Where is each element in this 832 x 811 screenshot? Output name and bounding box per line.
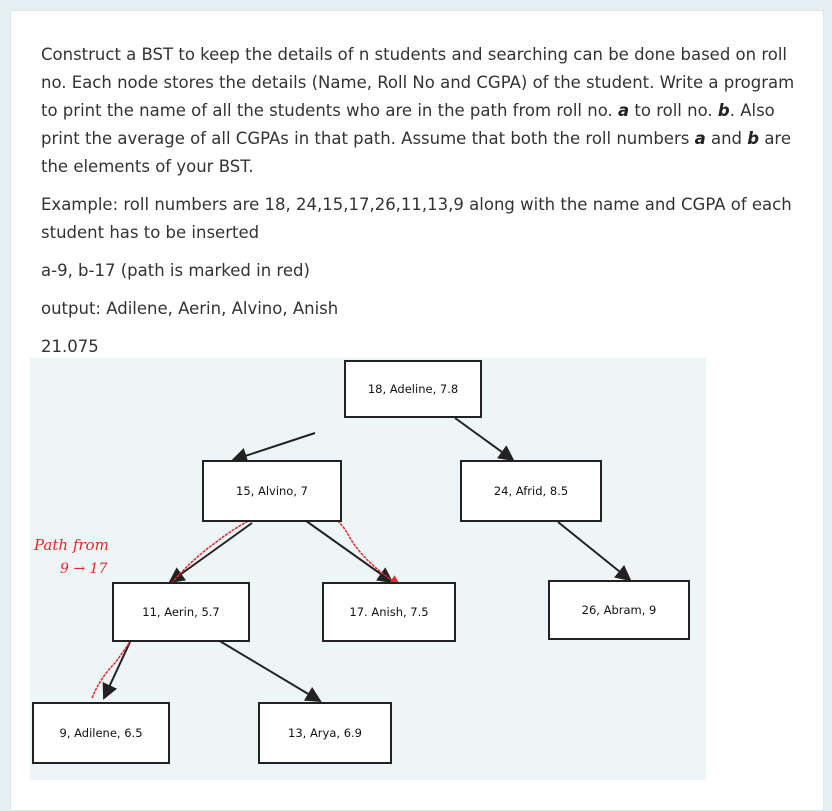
edge-15-11 [170, 523, 252, 582]
edge-11-13 [208, 634, 320, 701]
node-15: 15, Alvino, 7 [202, 460, 342, 522]
edge-18-15 [233, 433, 315, 460]
average-text: 21.075 [41, 337, 99, 356]
node-11: 11, Aerin, 5.7 [112, 582, 250, 642]
question-text [41, 41, 811, 371]
bst-figure [30, 358, 706, 780]
path-annotation-line1: Path from [34, 536, 109, 554]
params-text: a-9, b-17 (path is marked in red) [41, 261, 310, 280]
node-26: 26, Abram, 9 [548, 580, 690, 640]
edge-18-24 [455, 418, 513, 460]
edge-15-17 [302, 518, 392, 582]
output-text: output: Adilene, Aerin, Alvino, Anish [41, 299, 339, 318]
node-18: 18, Adeline, 7.8 [344, 360, 482, 418]
example-text: Example: roll numbers are 18, 24,15,17,26,11,13,9 along with the name and CGPA of each student has to be inserted [41, 195, 792, 242]
node-17: 17. Anish, 7.5 [322, 582, 456, 642]
node-13: 13, Arya, 6.9 [258, 702, 392, 764]
path-annotation-line2: 9 → 17 [60, 561, 108, 577]
node-9: 9, Adilene, 6.5 [32, 702, 170, 764]
node-24: 24, Afrid, 8.5 [460, 460, 602, 522]
edge-24-26 [558, 522, 630, 580]
problem-statement: Construct a BST to keep the details of n students and searching can be done based on roll no. Each node stores the details (Name, Roll No and CGPA) of the student. Write a program to print the name of all the students who are in the path from roll no. a to roll no. b. Also print the average of all CGPAs in that path. Assume that both the roll numbers a and b are the elements of your BST. [41, 45, 795, 176]
